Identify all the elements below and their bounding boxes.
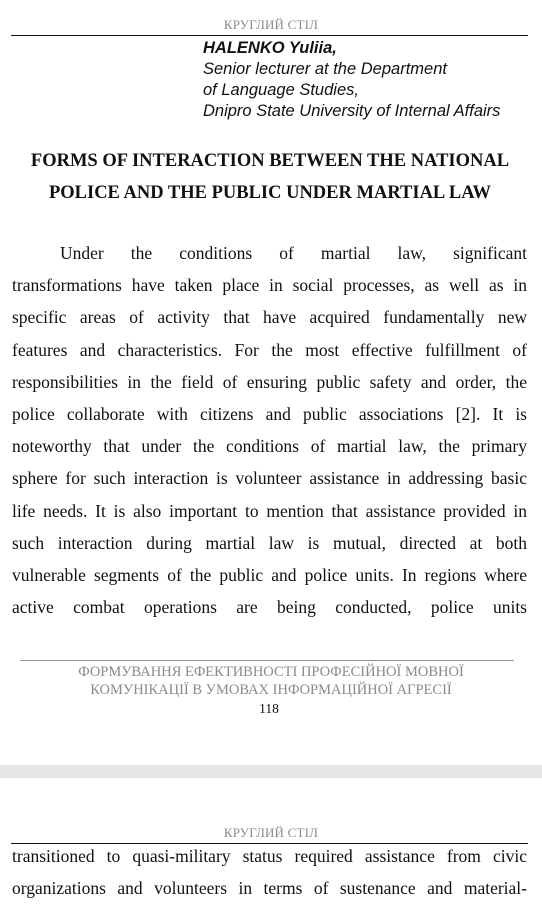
text-line: active combat operations are being conducted, police units xyxy=(12,597,527,618)
footer-line: ФОРМУВАННЯ ЕФЕКТИВНОСТІ ПРОФЕСІЙНОЇ МОВНОЇ xyxy=(78,664,464,680)
page-separator xyxy=(0,765,542,778)
body-paragraph xyxy=(12,840,527,904)
article-title xyxy=(12,145,528,209)
author-university: Dnipro State University of Internal Affairs xyxy=(203,102,501,120)
text-line: transformations have taken place in social processes, as well as in xyxy=(12,275,527,296)
text-line: noteworthy that under the conditions of martial law, the primary xyxy=(12,436,527,457)
text-line: police collaborate with citizens and public associations [2]. It is xyxy=(12,403,527,424)
text-line: vulnerable segments of the public and police units. In regions where xyxy=(12,564,527,585)
body-paragraph xyxy=(12,237,527,623)
title-line: POLICE AND THE PUBLIC UNDER MARTIAL LAW xyxy=(48,183,492,203)
footer-rule xyxy=(20,660,514,661)
author-name: HALENKO Yuliia, xyxy=(203,39,337,57)
title-line: FORMS OF INTERACTION BETWEEN THE NATIONAL xyxy=(30,151,510,171)
text-line: sphere for such interaction is volunteer assistance in addressing basic xyxy=(12,468,527,489)
author-block xyxy=(203,38,533,122)
text-line: such interaction during martial law is mutual, directed at both xyxy=(12,532,527,553)
text-line: features and characteristics. For the most effective fulfillment of xyxy=(12,339,527,360)
text-line: responsibilities in the field of ensuring public safety and order, the xyxy=(12,371,527,392)
text-line: organizations and volunteers in terms of sustenance and material- xyxy=(12,878,527,899)
header-rule xyxy=(11,35,528,36)
running-head: КРУГЛИЙ СТІЛ xyxy=(223,825,319,840)
page-number: 118 xyxy=(259,701,279,716)
text-line: Under the conditions of martial law, significant xyxy=(60,243,527,263)
text-line: specific areas of activity that have acquired fundamentally new xyxy=(12,307,527,328)
text-line: transitioned to quasi-military status required assistance from civic xyxy=(12,846,527,866)
author-department: of Language Studies, xyxy=(203,81,359,99)
footer-line: КОМУНІКАЦІЇ В УМОВАХ ІНФОРМАЦІЙНОЇ АГРЕСІЇ xyxy=(90,682,452,698)
running-head: КРУГЛИЙ СТІЛ xyxy=(223,17,319,32)
author-position: Senior lecturer at the Department xyxy=(203,60,447,78)
text-line: life needs. It is also important to mention that assistance provided in xyxy=(12,500,527,521)
running-footer xyxy=(0,663,542,699)
